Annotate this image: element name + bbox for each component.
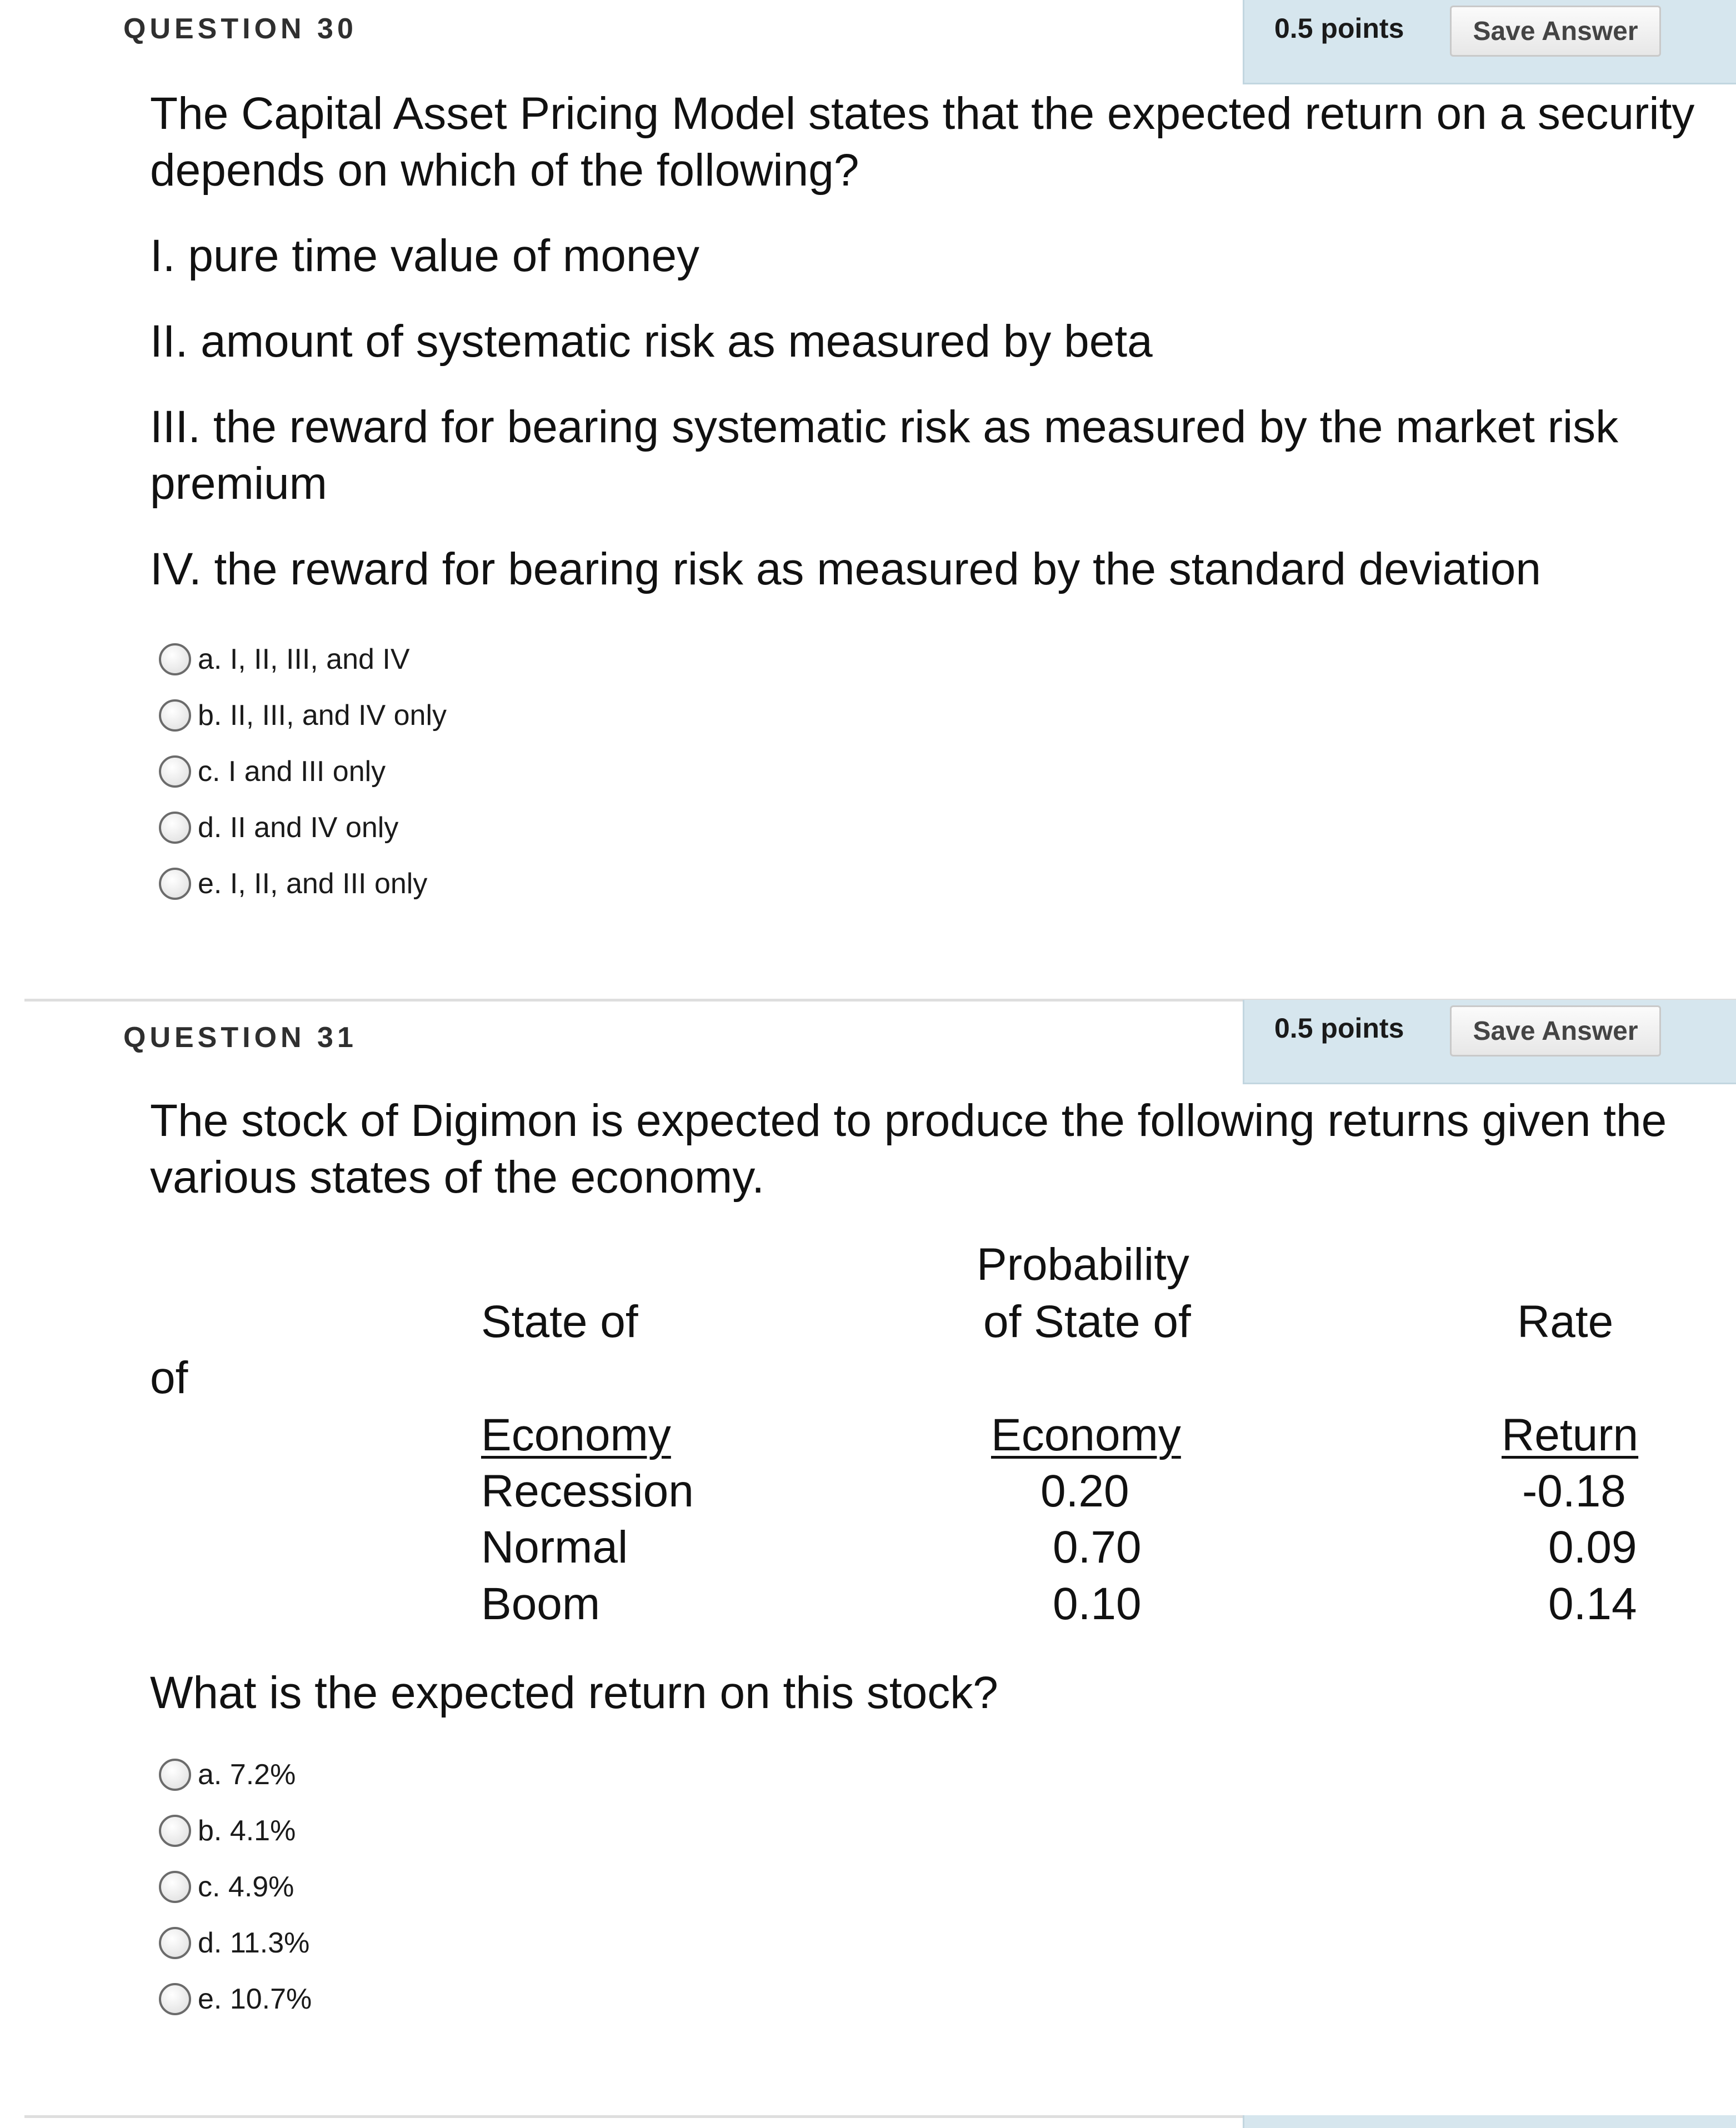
header-economy-probability: Economy	[991, 1410, 1181, 1460]
answer-option[interactable]	[159, 1859, 312, 1915]
radio-button[interactable]	[159, 868, 191, 900]
answer-option[interactable]	[159, 687, 447, 743]
row-state: Boom	[481, 1579, 601, 1629]
answer-options	[159, 631, 447, 912]
row-state: Recession	[481, 1466, 694, 1516]
row-rate: -0.18	[1522, 1466, 1626, 1516]
answer-option[interactable]	[159, 1746, 312, 1802]
question-number: QUESTION 31	[123, 1022, 357, 1054]
option-label: e. 10.7%	[198, 1982, 312, 2015]
stray-of-text: of	[150, 1353, 188, 1403]
question-stem: The stock of Digimon is expected to produce the following returns given the various states of the economy.	[150, 1095, 1667, 1203]
answer-option[interactable]	[159, 799, 447, 855]
question-text	[150, 86, 1705, 627]
answer-option[interactable]	[159, 631, 447, 687]
question-stem: The Capital Asset Pricing Model states that the expected return on a security depends on which of the following?	[150, 88, 1695, 196]
save-answer-button[interactable]: Save Answer	[1450, 1005, 1661, 1057]
radio-button[interactable]	[159, 1927, 191, 1959]
option-label: d. 11.3%	[198, 1926, 310, 1959]
option-label: b. 4.1%	[198, 1814, 296, 1847]
question-divider	[24, 2115, 1243, 2118]
header-probability: Probability	[977, 1239, 1189, 1290]
header-state-of: State of	[481, 1296, 638, 1347]
radio-button[interactable]	[159, 1871, 191, 1903]
option-label: b. II, III, and IV only	[198, 699, 447, 732]
save-answer-button[interactable]: Save Answer	[1450, 6, 1661, 57]
option-label: d. II and IV only	[198, 811, 399, 844]
row-rate: 0.14	[1548, 1579, 1637, 1629]
option-label: a. I, II, III, and IV	[198, 643, 410, 675]
radio-button[interactable]	[159, 812, 191, 844]
question-number: QUESTION 30	[123, 13, 357, 45]
row-rate: 0.09	[1548, 1522, 1637, 1573]
points-panel	[1243, 1000, 1736, 1084]
radio-button[interactable]	[159, 1983, 191, 2015]
row-probability: 0.20	[1040, 1466, 1129, 1516]
answer-option[interactable]	[159, 743, 447, 799]
answer-option[interactable]	[159, 1915, 312, 1971]
option-label: e. I, II, and III only	[198, 867, 428, 900]
points-value: 0.5 points	[1274, 1013, 1404, 1044]
radio-button[interactable]	[159, 1759, 191, 1791]
row-probability: 0.70	[1053, 1522, 1142, 1573]
question-intro-block	[150, 1093, 1705, 1235]
points-panel	[1243, 0, 1736, 84]
option-label: c. I and III only	[198, 755, 386, 788]
header-return: Return	[1502, 1410, 1639, 1460]
answer-option[interactable]	[159, 1971, 312, 2027]
header-of-state-of: of State of	[983, 1296, 1191, 1347]
points-value: 0.5 points	[1274, 13, 1404, 44]
answer-option[interactable]	[159, 855, 447, 912]
statement-1: I. pure time value of money	[150, 231, 700, 281]
row-probability: 0.10	[1053, 1579, 1142, 1629]
statement-4: IV. the reward for bearing risk as measured by the standard deviation	[150, 544, 1541, 594]
statement-2: II. amount of systematic risk as measured by beta	[150, 316, 1153, 367]
question-prompt: What is the expected return on this stock?	[150, 1668, 998, 1718]
statement-3: III. the reward for bearing systematic risk as measured by the market risk premium	[150, 402, 1619, 509]
answer-option[interactable]	[159, 1802, 312, 1859]
radio-button[interactable]	[159, 643, 191, 675]
header-rate: Rate	[1517, 1296, 1614, 1347]
answer-options	[159, 1746, 312, 2027]
next-points-panel-edge	[1243, 2115, 1736, 2128]
row-state: Normal	[481, 1522, 628, 1573]
radio-button[interactable]	[159, 755, 191, 788]
option-label: a. 7.2%	[198, 1758, 296, 1791]
header-economy: Economy	[481, 1410, 671, 1460]
radio-button[interactable]	[159, 699, 191, 732]
option-label: c. 4.9%	[198, 1870, 294, 1903]
radio-button[interactable]	[159, 1815, 191, 1847]
